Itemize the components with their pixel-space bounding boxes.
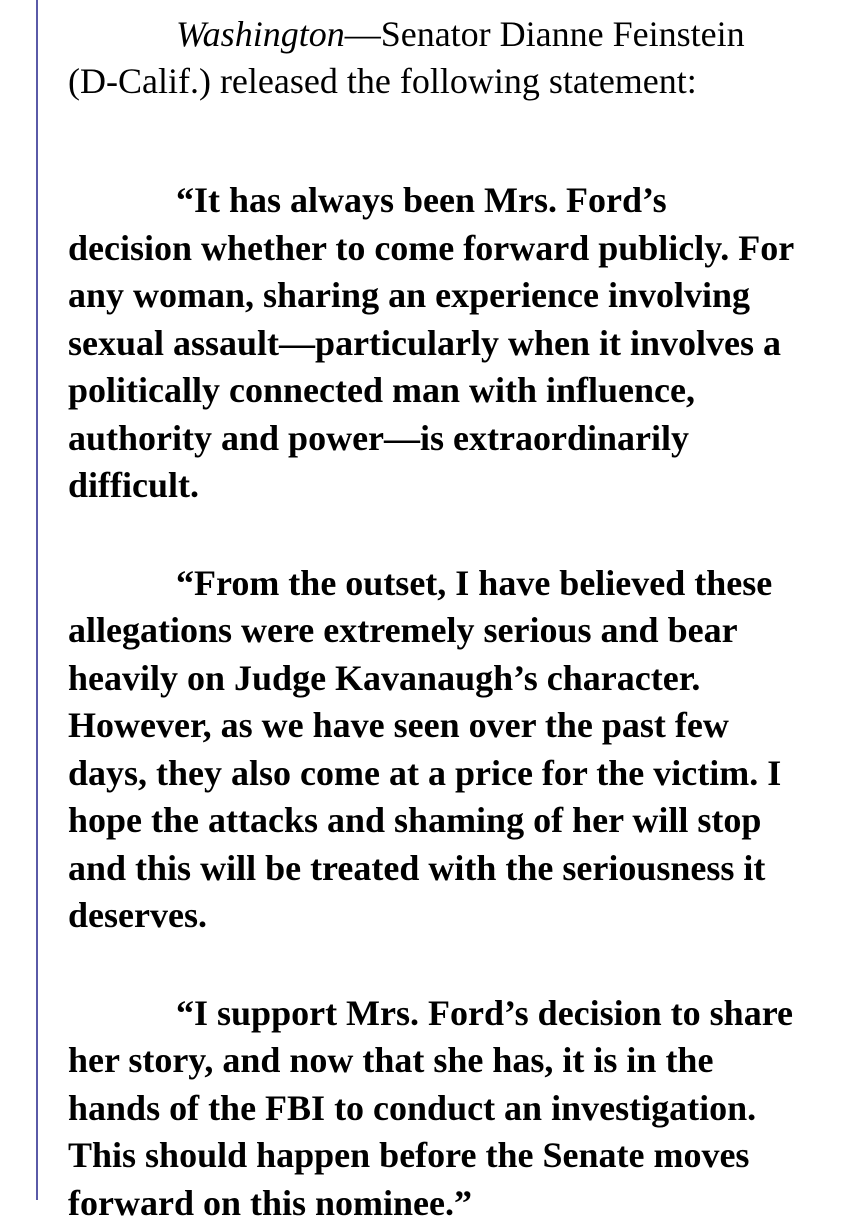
margin-rule: [36, 0, 38, 1200]
p3-line-2: her story, and now that she has, it is in the: [68, 1037, 828, 1085]
p2-line-5: days, they also come at a price for the victim. I: [68, 750, 828, 798]
p1-line-1: “It has always been Mrs. Ford’s: [68, 177, 828, 225]
intro-text-1: —Senator Dianne Feinstein: [345, 14, 745, 54]
dateline: Washington: [176, 14, 345, 54]
p1-line-2: decision whether to come forward publicly. For: [68, 225, 828, 273]
intro-line-2: (D-Calif.) released the following statement:: [68, 58, 828, 105]
p2-line-8: deserves.: [68, 892, 828, 940]
quote-paragraph-2: [68, 560, 828, 940]
press-statement: [68, 11, 828, 1227]
p2-line-1: “From the outset, I have believed these: [68, 560, 828, 608]
p1-line-6: authority and power—is extraordinarily: [68, 415, 828, 463]
p2-line-2: allegations were extremely serious and bear: [68, 607, 828, 655]
p3-line-3: hands of the FBI to conduct an investigation.: [68, 1085, 828, 1133]
p3-line-4: This should happen before the Senate moves: [68, 1132, 828, 1180]
intro-line-1: [68, 11, 828, 58]
intro-paragraph: [68, 11, 828, 105]
p1-line-5: politically connected man with influence,: [68, 367, 828, 415]
p2-line-6: hope the attacks and shaming of her will stop: [68, 797, 828, 845]
quote-paragraph-1: [68, 177, 828, 510]
p1-line-7: difficult.: [68, 462, 828, 510]
p1-line-3: any woman, sharing an experience involving: [68, 272, 828, 320]
p3-line-1: “I support Mrs. Ford’s decision to share: [68, 990, 828, 1038]
p2-line-3: heavily on Judge Kavanaugh’s character.: [68, 655, 828, 703]
p2-line-7: and this will be treated with the seriousness it: [68, 845, 828, 893]
p2-line-4: However, as we have seen over the past few: [68, 702, 828, 750]
p1-line-4: sexual assault—particularly when it involves a: [68, 320, 828, 368]
p3-line-5: forward on this nominee.”: [68, 1180, 828, 1227]
quote-paragraph-3: [68, 990, 828, 1227]
